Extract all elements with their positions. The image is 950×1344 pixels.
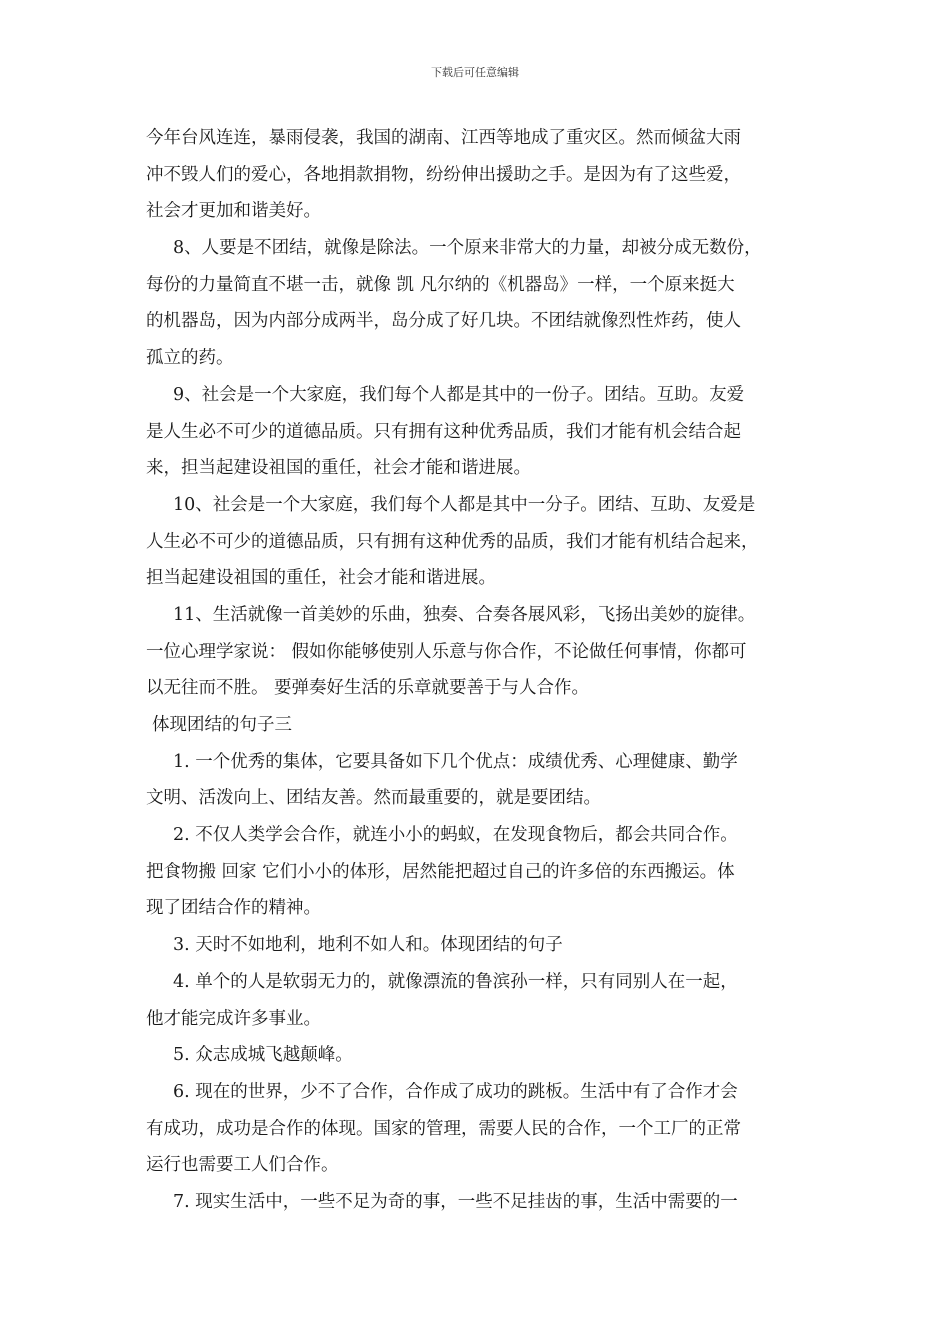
text-line: 3. 天时不如地利，地利不如人和。体现团结的句子	[173, 935, 563, 956]
text-line: 他才能完成许多事业。	[146, 1008, 321, 1029]
text-line: 7. 现实生活中，一些不足为奇的事，一些不足挂齿的事，生活中需要的一	[173, 1191, 738, 1212]
page-header: 下载后可任意编辑	[431, 66, 519, 79]
text-line: 以无往而不胜。 要弹奏好生活的乐章就要善于与人合作。	[146, 678, 590, 699]
text-line: 5. 众志成城飞越颠峰。	[173, 1045, 353, 1066]
text-line: 文明、活泼向上、团结友善。然而最重要的，就是要团结。	[146, 788, 601, 809]
text-line: 社会才更加和谐美好。	[146, 201, 321, 222]
text-line: 6. 现在的世界，少不了合作，合作成了成功的跳板。生活中有了合作才会	[173, 1081, 738, 1102]
text-line: 担当起建设祖国的重任，社会才能和谐进展。	[146, 568, 496, 589]
text-line: 9、社会是一个大家庭，我们每个人都是其中的一份子。团结。互助。友爱	[173, 384, 745, 405]
text-line: 是人生必不可少的道德品质。只有拥有这种优秀品质，我们才能有机会结合起	[146, 421, 741, 442]
text-line: 8、人要是不团结，就像是除法。一个原来非常大的力量，却被分成无数份，	[173, 238, 762, 259]
text-line: 每份的力量简直不堪一击，就像 凯 凡尔纳的《机器岛》一样，一个原来挺大	[146, 274, 735, 295]
text-line: 人生必不可少的道德品质，只有拥有这种优秀的品质，我们才能有机结合起来，	[146, 531, 759, 552]
section-heading: 体现团结的句子三	[152, 715, 292, 735]
document-body	[146, 120, 810, 1221]
text-line: 10、社会是一个大家庭，我们每个人都是其中一分子。团结、互助、友爱是	[173, 494, 756, 515]
text-line: 把食物搬 回家 它们小小的体形，居然能把超过自己的许多倍的东西搬运。体	[146, 861, 735, 882]
text-line: 有成功，成功是合作的体现。国家的管理，需要人民的合作，一个工厂的正常	[146, 1118, 741, 1139]
text-line: 冲不毁人们的爱心，各地捐款捐物，纷纷伸出援助之手。是因为有了这些爱，	[146, 164, 741, 185]
text-line: 11、生活就像一首美妙的乐曲，独奏、合奏各展风彩，飞扬出美妙的旋律。	[173, 604, 756, 625]
text-line: 1. 一个优秀的集体，它要具备如下几个优点：成绩优秀、心理健康、勤学	[173, 751, 738, 772]
text-line: 孤立的药。	[146, 348, 234, 369]
text-line: 一位心理学家说： 假如你能够使别人乐意与你合作，不论做任何事情，你都可	[146, 641, 747, 662]
text-line: 来，担当起建设祖国的重任，社会才能和谐进展。	[146, 458, 531, 479]
text-line: 今年台风连连，暴雨侵袭，我国的湖南、江西等地成了重灾区。然而倾盆大雨	[146, 128, 741, 148]
text-line: 2. 不仅人类学会合作，就连小小的蚂蚁，在发现食物后，都会共同合作。	[173, 825, 738, 846]
text-line: 的机器岛，因为内部分成两半，岛分成了好几块。不团结就像烈性炸药，使人	[146, 311, 741, 332]
text-line: 4. 单个的人是软弱无力的，就像漂流的鲁滨孙一样，只有同别人在一起，	[173, 971, 738, 992]
text-line: 现了团结合作的精神。	[146, 898, 321, 919]
text-line: 运行也需要工人们合作。	[146, 1155, 339, 1176]
